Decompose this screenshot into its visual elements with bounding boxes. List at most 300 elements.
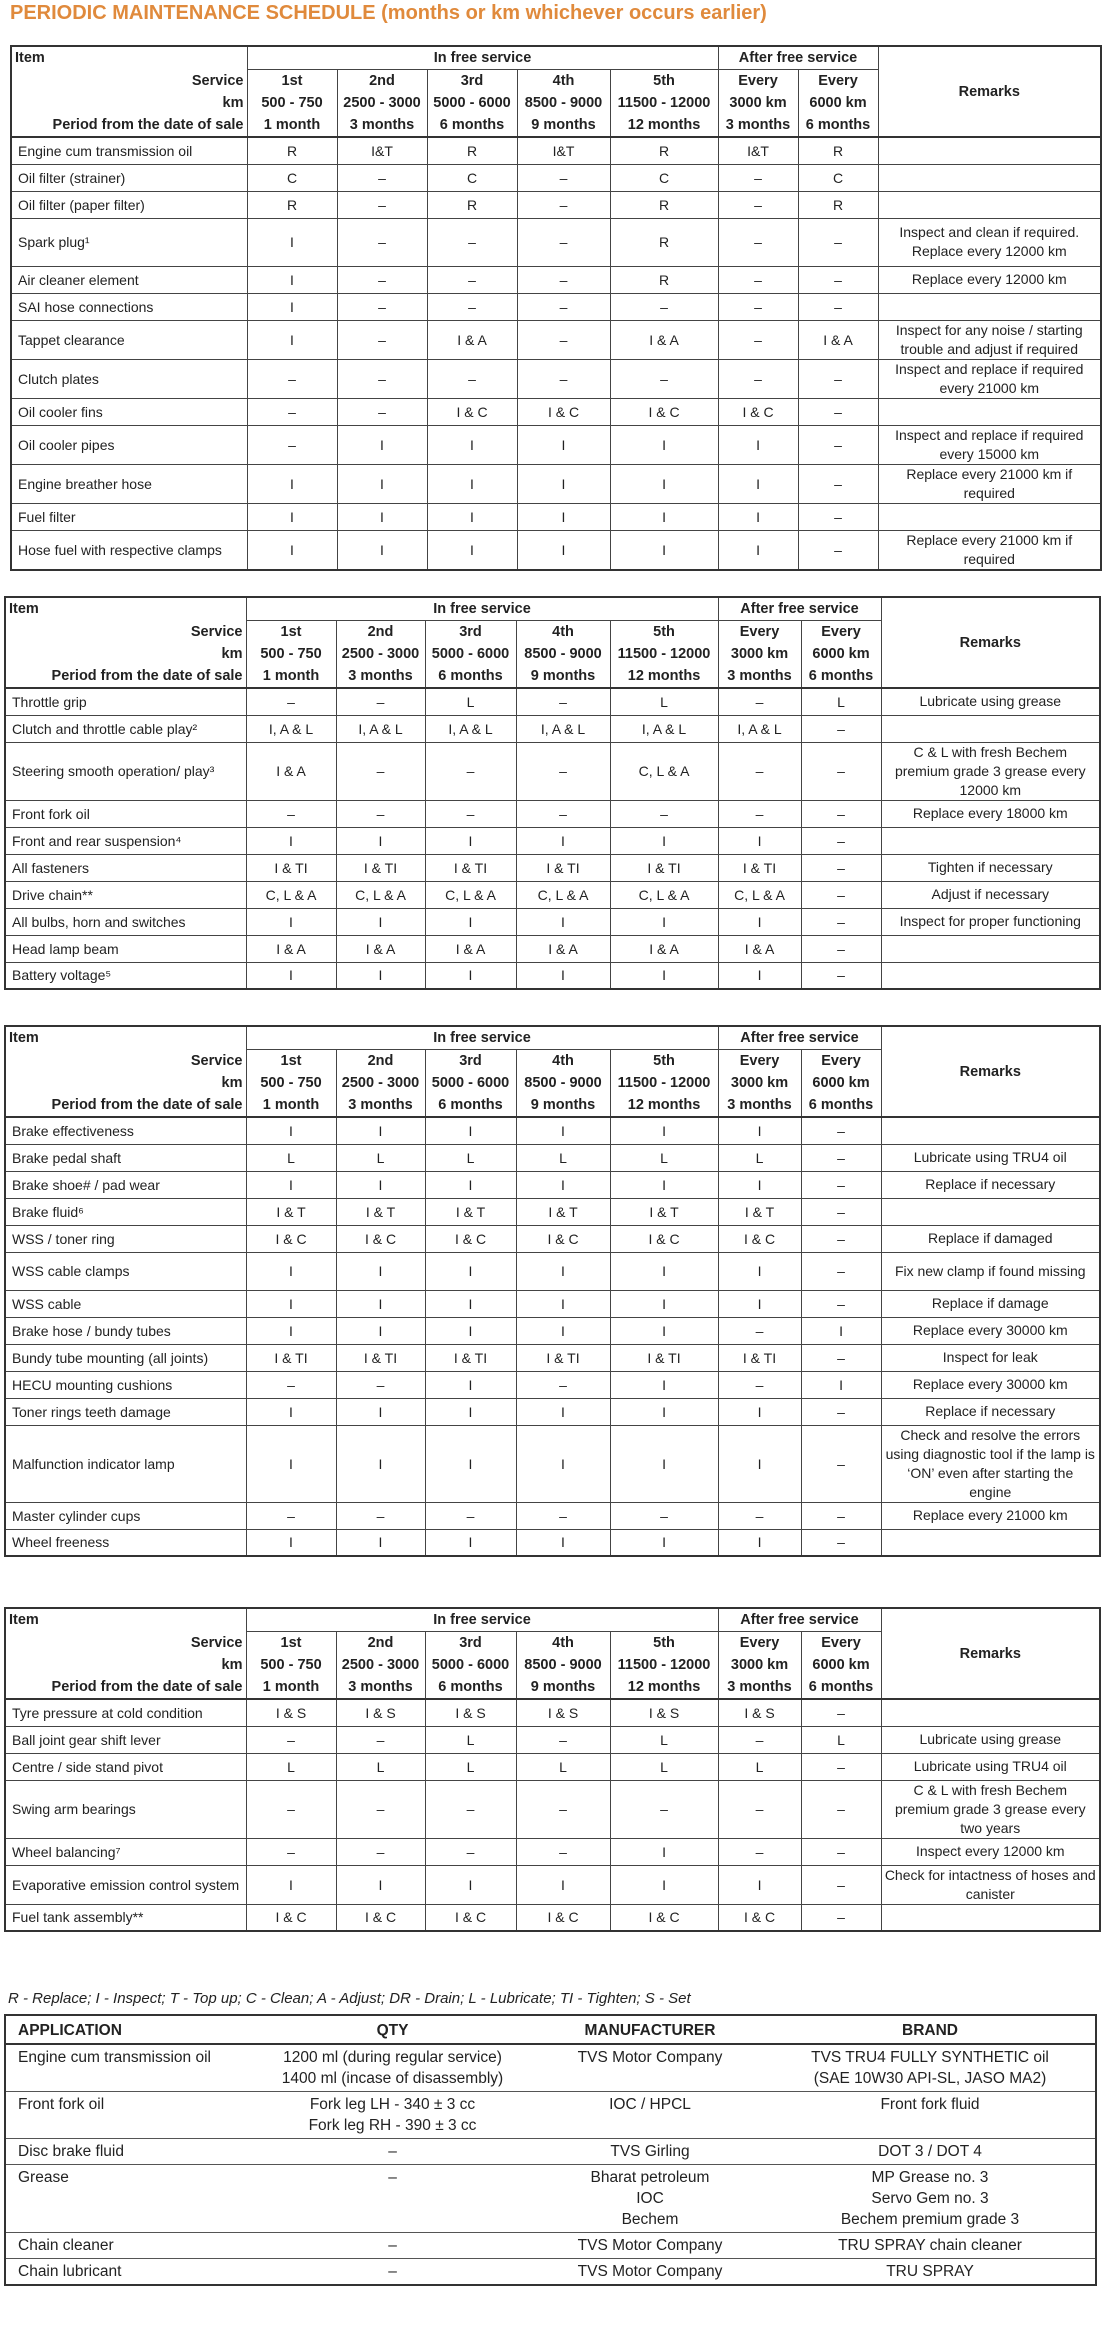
header-period-1: 1 month: [246, 1094, 336, 1117]
service-value: I: [425, 1371, 516, 1398]
header-km-6: 3000 km: [718, 643, 801, 665]
service-value: I & C: [425, 1225, 516, 1252]
service-value: I: [336, 1317, 425, 1344]
remark: Replace every 12000 km: [878, 266, 1101, 293]
header-service-2: 2nd: [336, 1050, 425, 1073]
header-km-4: 8500 - 9000: [516, 643, 610, 665]
service-value: –: [337, 191, 427, 218]
service-value: I & T: [246, 1198, 336, 1225]
remark: Replace every 30000 km: [881, 1317, 1100, 1344]
service-value: L: [610, 688, 718, 715]
schedule-row: [5, 1171, 1100, 1198]
service-value: I: [336, 1425, 425, 1502]
remark: Inspect and replace if required every 21000 km: [878, 359, 1101, 398]
header-service-6: Every: [718, 70, 798, 93]
service-value: I: [246, 1398, 336, 1425]
service-value: I: [610, 827, 718, 854]
quantity-line: Fork leg LH - 340 ± 3 cc: [309, 2096, 476, 2113]
header-km-3: 5000 - 6000: [425, 643, 516, 665]
service-value: –: [246, 1726, 336, 1753]
header-service-5: 5th: [610, 1632, 718, 1655]
service-value: I & TI: [246, 854, 336, 881]
service-value: I & TI: [336, 1344, 425, 1371]
header-km-1: 500 - 750: [246, 1072, 336, 1094]
service-value: I & A: [425, 935, 516, 962]
service-value: I & C: [718, 1225, 801, 1252]
service-value: I & A: [798, 320, 878, 359]
service-value: I: [246, 1529, 336, 1556]
item-name: Tappet clearance: [11, 320, 247, 359]
service-value: I: [247, 530, 337, 570]
header-period-6: 3 months: [718, 1094, 801, 1117]
service-value: –: [516, 742, 610, 800]
header-period-5: 12 months: [610, 1094, 718, 1117]
quantity-line: 1400 ml (incase of disassembly): [281, 2070, 504, 2087]
service-value: –: [427, 266, 517, 293]
quantity-line: Fork leg RH - 390 ± 3 cc: [308, 2117, 477, 2134]
remark: Inspect for any noise / starting trouble and adjust if required: [878, 320, 1101, 359]
remark: [878, 503, 1101, 530]
header-service-7: Every: [801, 621, 881, 644]
item-name: Brake shoe# / pad wear: [5, 1171, 246, 1198]
item-name: Brake hose / bundy tubes: [5, 1317, 246, 1344]
service-value: –: [801, 1117, 881, 1144]
manufacturer: [535, 2044, 765, 2092]
schedule-row: [5, 1865, 1100, 1904]
header-period-4: 9 months: [516, 1676, 610, 1699]
service-value: –: [801, 1171, 881, 1198]
service-value: I & A: [427, 320, 517, 359]
service-value: I: [425, 1171, 516, 1198]
service-value: R: [610, 266, 718, 293]
service-value: I: [425, 1865, 516, 1904]
header-period-4: 9 months: [517, 114, 610, 137]
service-value: I: [718, 530, 798, 570]
service-value: –: [718, 293, 798, 320]
brand: [765, 2233, 1096, 2259]
service-value: I & C: [246, 1904, 336, 1931]
service-value: –: [516, 1502, 610, 1529]
brand: [765, 2092, 1096, 2139]
service-value: I: [718, 503, 798, 530]
header-km-5: 11500 - 12000: [610, 1072, 718, 1094]
item-name: Fuel filter: [11, 503, 247, 530]
remark: Inspect for proper functioning: [881, 908, 1100, 935]
header-period-1: 1 month: [246, 665, 336, 688]
service-value: I: [801, 1317, 881, 1344]
service-value: –: [336, 742, 425, 800]
brand-line: Front fork fluid: [880, 2096, 980, 2113]
item-name: Oil filter (strainer): [11, 164, 247, 191]
service-value: –: [801, 1344, 881, 1371]
header-km-2: 2500 - 3000: [336, 643, 425, 665]
item-name: Brake fluid⁶: [5, 1198, 246, 1225]
service-value: I, A & L: [246, 715, 336, 742]
remark: Lubricate using grease: [881, 688, 1100, 715]
service-value: –: [336, 688, 425, 715]
remark: Inspect for leak: [881, 1344, 1100, 1371]
schedule-table-4: [4, 1607, 1101, 1932]
schedule-row: [5, 1838, 1100, 1865]
schedule-row: [11, 320, 1101, 359]
remark: Lubricate using TRU4 oil: [881, 1753, 1100, 1780]
schedule-row: [5, 1726, 1100, 1753]
service-value: –: [247, 398, 337, 425]
item-name: Spark plug¹: [11, 218, 247, 266]
header-km-6: 3000 km: [718, 1654, 801, 1676]
header-period-7: 6 months: [798, 114, 878, 137]
service-value: R: [610, 191, 718, 218]
service-value: –: [801, 1252, 881, 1290]
schedule-row: [11, 464, 1101, 503]
item-name: Throttle grip: [5, 688, 246, 715]
quantity: [250, 2165, 535, 2233]
remark: [881, 1117, 1100, 1144]
service-value: –: [517, 218, 610, 266]
schedule-row: [5, 742, 1100, 800]
service-value: I: [517, 425, 610, 464]
schedule-row: [5, 1398, 1100, 1425]
header-period-6: 3 months: [718, 665, 801, 688]
service-value: I: [516, 1290, 610, 1317]
service-value: I: [336, 1398, 425, 1425]
service-value: I: [516, 1317, 610, 1344]
remark: [881, 715, 1100, 742]
header-service-6: Every: [718, 1050, 801, 1073]
service-value: I: [517, 530, 610, 570]
item-name: Steering smooth operation/ play³: [5, 742, 246, 800]
service-value: I: [610, 1371, 718, 1398]
header-period-5: 12 months: [610, 114, 718, 137]
header-period: Period from the date of sale: [5, 665, 246, 688]
service-value: I: [718, 425, 798, 464]
service-value: I & C: [425, 1904, 516, 1931]
service-value: –: [801, 1529, 881, 1556]
service-value: I: [718, 1425, 801, 1502]
service-value: C, L & A: [610, 881, 718, 908]
schedule-row: [5, 1904, 1100, 1931]
header-km-4: 8500 - 9000: [516, 1654, 610, 1676]
service-value: –: [798, 266, 878, 293]
header-service-7: Every: [798, 70, 878, 93]
item-name: Tyre pressure at cold condition: [5, 1699, 246, 1726]
oil-row: [5, 2165, 1096, 2233]
service-value: I & S: [425, 1699, 516, 1726]
service-value: –: [337, 293, 427, 320]
remark: C & L with fresh Bechem premium grade 3 grease every two years: [881, 1780, 1100, 1838]
service-value: L: [801, 1726, 881, 1753]
service-value: I & TI: [336, 854, 425, 881]
brand-line: TVS TRU4 FULLY SYNTHETIC oil: [811, 2049, 1049, 2066]
header-period: Period from the date of sale: [11, 114, 247, 137]
oil-row: [5, 2259, 1096, 2286]
brand-line: TRU SPRAY chain cleaner: [838, 2237, 1022, 2254]
service-value: I, A & L: [718, 715, 801, 742]
service-value: –: [718, 1726, 801, 1753]
header-km: km: [11, 92, 247, 114]
header-service: Service: [5, 1050, 246, 1073]
header-km-1: 500 - 750: [246, 643, 336, 665]
service-value: I: [336, 1252, 425, 1290]
service-value: I: [718, 1171, 801, 1198]
service-value: –: [427, 293, 517, 320]
item-name: Ball joint gear shift lever: [5, 1726, 246, 1753]
service-value: I: [336, 827, 425, 854]
quantity-line: –: [388, 2169, 397, 2186]
service-value: I & T: [610, 1198, 718, 1225]
remark: Replace if damage: [881, 1290, 1100, 1317]
remark: Inspect and clean if required. Replace every 12000 km: [878, 218, 1101, 266]
remark: Check and resolve the errors using diagnostic tool if the lamp is ‘ON’ even after starting the engine: [881, 1425, 1100, 1502]
quantity-line: –: [388, 2237, 397, 2254]
manufacturer: [535, 2259, 765, 2286]
service-value: I: [425, 827, 516, 854]
service-value: I & S: [516, 1699, 610, 1726]
service-value: C, L & A: [425, 881, 516, 908]
item-name: SAI hose connections: [11, 293, 247, 320]
schedule-row: [5, 1252, 1100, 1290]
service-value: –: [425, 742, 516, 800]
service-value: I: [246, 1425, 336, 1502]
item-name: Engine cum transmission oil: [11, 137, 247, 164]
service-value: –: [801, 1398, 881, 1425]
service-value: –: [718, 688, 801, 715]
manufacturer-line: TVS Girling: [610, 2143, 690, 2160]
brand: [765, 2139, 1096, 2165]
item-name: Clutch plates: [11, 359, 247, 398]
header-period-2: 3 months: [337, 114, 427, 137]
header-service-7: Every: [801, 1050, 881, 1073]
service-value: –: [337, 218, 427, 266]
service-value: –: [801, 1225, 881, 1252]
service-value: I: [610, 1117, 718, 1144]
schedule-row: [5, 1699, 1100, 1726]
service-value: –: [801, 1198, 881, 1225]
oil-row: [5, 2044, 1096, 2092]
header-service-5: 5th: [610, 1050, 718, 1073]
oil-header-mfr: MANUFACTURER: [535, 2015, 765, 2044]
header-km: km: [5, 1072, 246, 1094]
item-name: Oil cooler pipes: [11, 425, 247, 464]
service-value: I: [425, 1117, 516, 1144]
service-value: –: [798, 293, 878, 320]
quantity: [250, 2044, 535, 2092]
header-after-free-service: After free service: [718, 1608, 881, 1632]
item-name: WSS cable clamps: [5, 1252, 246, 1290]
header-remarks: Remarks: [878, 46, 1101, 137]
header-service: Service: [5, 621, 246, 644]
header-service-1: 1st: [246, 621, 336, 644]
service-value: I: [425, 962, 516, 989]
item-name: Master cylinder cups: [5, 1502, 246, 1529]
service-value: R: [427, 191, 517, 218]
service-value: I & T: [425, 1198, 516, 1225]
schedule-table-3: [4, 1025, 1101, 1557]
service-value: I & TI: [246, 1344, 336, 1371]
service-value: I & TI: [718, 1344, 801, 1371]
service-value: R: [798, 137, 878, 164]
application: Grease: [5, 2165, 250, 2233]
service-value: L: [801, 688, 881, 715]
lubricant-table: [4, 2014, 1097, 2286]
header-service-4: 4th: [516, 1632, 610, 1655]
service-value: I: [336, 1529, 425, 1556]
remark: Replace every 21000 km: [881, 1502, 1100, 1529]
service-value: I: [336, 962, 425, 989]
service-value: –: [718, 1371, 801, 1398]
service-value: I & A: [336, 935, 425, 962]
service-value: –: [336, 1838, 425, 1865]
header-km-3: 5000 - 6000: [425, 1654, 516, 1676]
remark: Inspect and replace if required every 15000 km: [878, 425, 1101, 464]
manufacturer-line: TVS Motor Company: [577, 2263, 723, 2280]
service-value: –: [517, 293, 610, 320]
service-value: –: [718, 218, 798, 266]
manufacturer-line: IOC: [636, 2190, 664, 2207]
schedule-row: [11, 503, 1101, 530]
service-value: –: [610, 359, 718, 398]
service-value: I: [718, 1865, 801, 1904]
service-value: L: [246, 1753, 336, 1780]
service-value: I & A: [246, 742, 336, 800]
service-value: –: [516, 688, 610, 715]
remark: [881, 962, 1100, 989]
service-value: I: [425, 1252, 516, 1290]
service-value: –: [336, 1780, 425, 1838]
header-period-2: 3 months: [336, 1676, 425, 1699]
header-km-6: 3000 km: [718, 1072, 801, 1094]
application: Chain lubricant: [5, 2259, 250, 2286]
service-value: –: [246, 1838, 336, 1865]
item-name: Clutch and throttle cable play²: [5, 715, 246, 742]
service-value: I: [337, 503, 427, 530]
service-value: –: [246, 1780, 336, 1838]
manufacturer: [535, 2165, 765, 2233]
header-period-2: 3 months: [336, 665, 425, 688]
item-name: Air cleaner element: [11, 266, 247, 293]
item-name: Evaporative emission control system: [5, 1865, 246, 1904]
item-name: Battery voltage⁵: [5, 962, 246, 989]
service-value: I: [336, 1290, 425, 1317]
header-period-3: 6 months: [425, 665, 516, 688]
service-value: I & C: [610, 1225, 718, 1252]
schedule-row: [5, 1780, 1100, 1838]
oil-row: [5, 2233, 1096, 2259]
brand: [765, 2165, 1096, 2233]
header-service-7: Every: [801, 1632, 881, 1655]
service-value: I: [517, 464, 610, 503]
service-value: –: [718, 1502, 801, 1529]
service-value: I: [718, 827, 801, 854]
remark: [881, 1699, 1100, 1726]
service-value: –: [336, 800, 425, 827]
service-value: –: [718, 1780, 801, 1838]
service-value: I & TI: [425, 1344, 516, 1371]
service-value: –: [336, 1726, 425, 1753]
service-value: –: [517, 359, 610, 398]
service-value: I: [336, 1117, 425, 1144]
manufacturer-line: IOC / HPCL: [609, 2096, 691, 2113]
service-value: L: [610, 1144, 718, 1171]
service-value: –: [798, 530, 878, 570]
header-after-free-service: After free service: [718, 597, 881, 621]
remark: Replace if necessary: [881, 1171, 1100, 1198]
item-name: Brake effectiveness: [5, 1117, 246, 1144]
service-value: I: [516, 908, 610, 935]
item-name: Malfunction indicator lamp: [5, 1425, 246, 1502]
header-km-4: 8500 - 9000: [517, 92, 610, 114]
item-name: Front and rear suspension⁴: [5, 827, 246, 854]
schedule-row: [5, 854, 1100, 881]
schedule-row: [11, 530, 1101, 570]
brand: [765, 2044, 1096, 2092]
header-service: Service: [11, 70, 247, 93]
service-value: I & C: [336, 1904, 425, 1931]
remark: C & L with fresh Bechem premium grade 3 grease every 12000 km: [881, 742, 1100, 800]
service-value: –: [718, 1838, 801, 1865]
remark: [878, 164, 1101, 191]
item-name: Oil cooler fins: [11, 398, 247, 425]
service-value: –: [801, 800, 881, 827]
service-value: I & TI: [610, 1344, 718, 1371]
header-period: Period from the date of sale: [5, 1676, 246, 1699]
schedule-row: [5, 800, 1100, 827]
remark: Fix new clamp if found missing: [881, 1252, 1100, 1290]
header-service-2: 2nd: [337, 70, 427, 93]
quantity-line: 1200 ml (during regular service): [283, 2049, 502, 2066]
service-value: –: [610, 1502, 718, 1529]
service-value: C: [798, 164, 878, 191]
service-value: I: [610, 962, 718, 989]
service-value: –: [337, 398, 427, 425]
quantity: [250, 2233, 535, 2259]
service-value: I & TI: [516, 854, 610, 881]
service-value: –: [718, 800, 801, 827]
service-value: I: [337, 530, 427, 570]
item-name: All fasteners: [5, 854, 246, 881]
service-value: I: [610, 1252, 718, 1290]
service-value: –: [246, 688, 336, 715]
service-value: L: [336, 1144, 425, 1171]
header-period: Period from the date of sale: [5, 1094, 246, 1117]
service-value: I & S: [718, 1699, 801, 1726]
service-value: C, L & A: [718, 881, 801, 908]
schedule-table-2: [4, 596, 1101, 990]
remark: [878, 137, 1101, 164]
header-service-6: Every: [718, 1632, 801, 1655]
oil-row: [5, 2092, 1096, 2139]
service-value: I: [246, 1865, 336, 1904]
service-value: I: [425, 1529, 516, 1556]
service-value: L: [425, 1144, 516, 1171]
service-value: I, A & L: [425, 715, 516, 742]
service-value: I: [610, 464, 718, 503]
remark: Replace every 18000 km: [881, 800, 1100, 827]
service-value: –: [801, 1699, 881, 1726]
service-value: –: [427, 359, 517, 398]
schedule-row: [11, 266, 1101, 293]
item-name: Wheel balancing⁷: [5, 1838, 246, 1865]
header-period-5: 12 months: [610, 1676, 718, 1699]
service-value: R: [798, 191, 878, 218]
service-value: –: [246, 800, 336, 827]
page-title: PERIODIC MAINTENANCE SCHEDULE (months or km whichever occurs earlier): [10, 2, 767, 24]
service-value: I: [246, 1290, 336, 1317]
service-value: L: [425, 1726, 516, 1753]
service-value: L: [246, 1144, 336, 1171]
service-value: L: [718, 1144, 801, 1171]
brand-line: Bechem premium grade 3: [840, 2211, 1020, 2228]
